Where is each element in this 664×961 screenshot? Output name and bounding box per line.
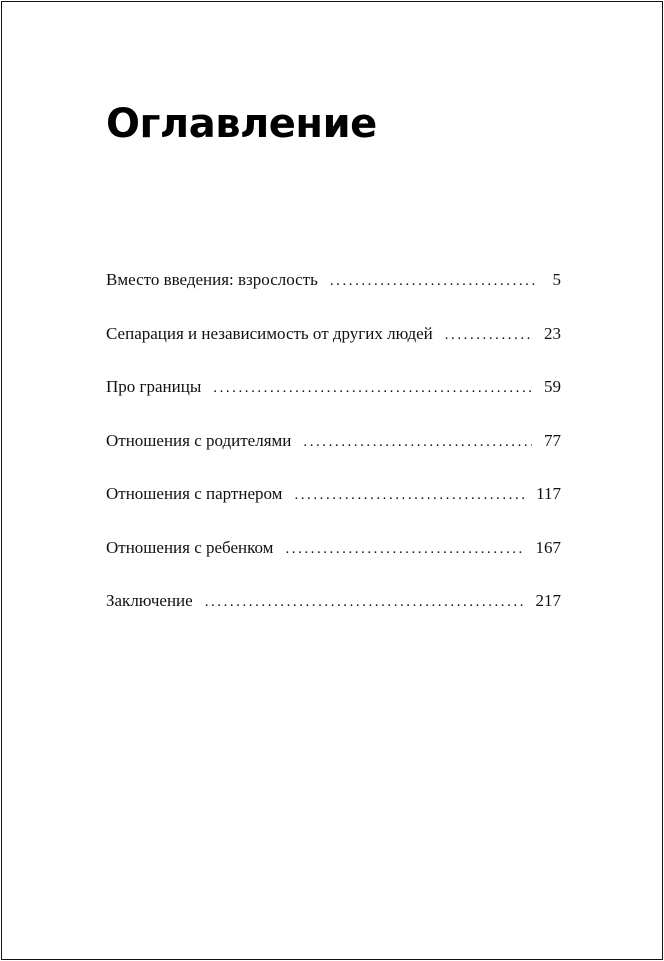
- toc-item-page: 167: [535, 537, 561, 557]
- toc-item-label: Отношения с ребенком: [106, 537, 274, 557]
- toc-dot-leader: [445, 327, 532, 344]
- toc-item[interactable]: [106, 377, 561, 403]
- toc-dot-leader: [205, 594, 524, 611]
- toc-item-label: Про границы: [106, 377, 202, 396]
- toc-item-page: 117: [536, 484, 561, 503]
- toc-dot-leader: [303, 434, 532, 451]
- toc-item-page: 5: [552, 270, 561, 289]
- toc-item-label: Отношения с родителями: [106, 430, 292, 450]
- toc-item[interactable]: [106, 270, 561, 296]
- toc-item-page: 217: [535, 591, 561, 610]
- toc-item[interactable]: [106, 538, 561, 564]
- toc-dot-leader: [294, 487, 524, 504]
- toc-item-label: Отношения с партнером: [106, 484, 283, 503]
- toc-item[interactable]: [106, 431, 561, 457]
- page-title: Оглавление: [106, 101, 377, 147]
- toc-dot-leader: [213, 380, 532, 397]
- table-of-contents: [106, 270, 561, 645]
- toc-item-page: 23: [544, 323, 561, 343]
- toc-item[interactable]: [106, 324, 561, 350]
- book-page: [1, 1, 663, 960]
- toc-item[interactable]: [106, 591, 561, 617]
- toc-dot-leader: [330, 273, 535, 290]
- toc-dot-leader: [285, 541, 523, 558]
- toc-item-label: Сепарация и независимость от других людей: [106, 323, 433, 343]
- toc-item-label: Вместо введения: взрослость: [106, 270, 318, 289]
- toc-item[interactable]: [106, 484, 561, 510]
- toc-item-page: 59: [544, 377, 561, 396]
- toc-item-label: Заключение: [106, 591, 193, 610]
- toc-item-page: 77: [544, 430, 561, 450]
